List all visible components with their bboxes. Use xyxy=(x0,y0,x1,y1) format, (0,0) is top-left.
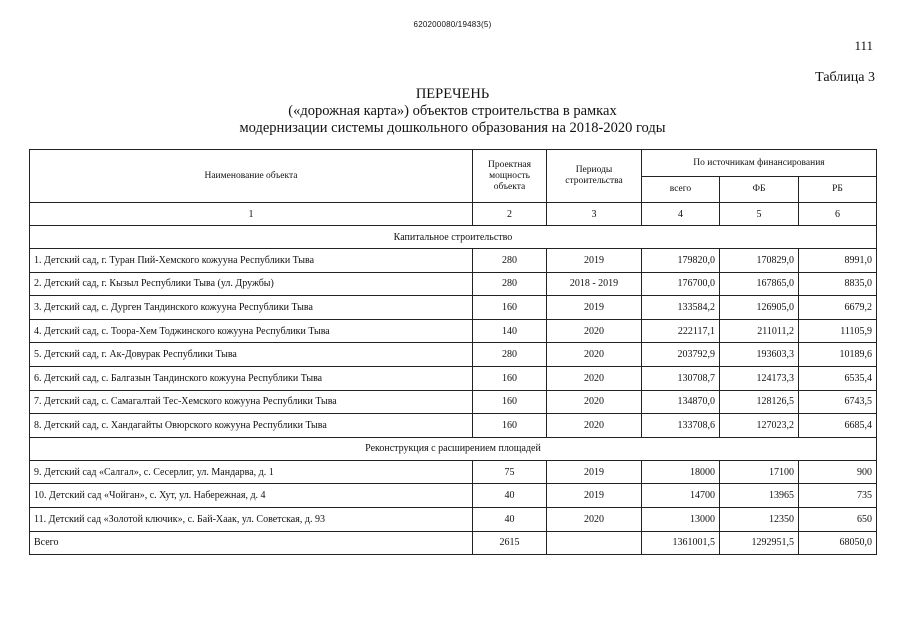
period-cell: 2019 xyxy=(547,484,642,508)
object-name-cell: 2. Детский сад, г. Кызыл Республики Тыва (ул. Дружбы) xyxy=(30,272,473,296)
page-number: 111 xyxy=(854,38,873,53)
fb-cell: 124173,3 xyxy=(720,366,799,390)
header-fb: ФБ xyxy=(720,177,799,203)
period-cell: 2020 xyxy=(547,366,642,390)
capacity-cell: 2615 xyxy=(473,531,547,555)
section-row xyxy=(30,226,877,249)
period-cell xyxy=(547,531,642,555)
col-number: 6 xyxy=(799,203,877,226)
header-capacity: Проектная мощность объекта xyxy=(473,150,547,203)
object-name-cell: 7. Детский сад, с. Самагалтай Тес-Хемского кожууна Республики Тыва xyxy=(30,390,473,414)
period-cell: 2018 - 2019 xyxy=(547,272,642,296)
rb-cell: 650 xyxy=(799,507,877,531)
header-rb: РБ xyxy=(799,177,877,203)
object-name-cell: 5. Детский сад, г. Ак-Довурак Республики Тыва xyxy=(30,343,473,367)
section-title: Реконструкция с расширением площадей xyxy=(30,437,877,460)
fb-cell: 13965 xyxy=(720,484,799,508)
total-cell: 130708,7 xyxy=(642,366,720,390)
object-name-cell: Всего xyxy=(30,531,473,555)
rb-cell: 6685,4 xyxy=(799,414,877,438)
table-row xyxy=(30,390,877,414)
table-row xyxy=(30,366,877,390)
title-line-2: («дорожная карта») объектов строительства в рамках xyxy=(288,103,617,119)
capacity-cell: 280 xyxy=(473,343,547,367)
total-row xyxy=(30,531,877,555)
capacity-cell: 160 xyxy=(473,414,547,438)
object-name-cell: 3. Детский сад, с. Дурген Тандинского кожууна Республики Тыва xyxy=(30,296,473,320)
rb-cell: 8835,0 xyxy=(799,272,877,296)
capacity-cell: 140 xyxy=(473,319,547,343)
rb-cell: 735 xyxy=(799,484,877,508)
total-cell: 1361001,5 xyxy=(642,531,720,555)
table-label: Таблица 3 xyxy=(815,70,875,85)
total-cell: 13000 xyxy=(642,507,720,531)
period-cell: 2019 xyxy=(547,460,642,484)
table-row xyxy=(30,319,877,343)
object-name-cell: 1. Детский сад, г. Туран Пий-Хемского кожууна Республики Тыва xyxy=(30,249,473,273)
table-row xyxy=(30,296,877,320)
capacity-cell: 160 xyxy=(473,390,547,414)
total-cell: 179820,0 xyxy=(642,249,720,273)
fb-cell: 127023,2 xyxy=(720,414,799,438)
object-name-cell: 10. Детский сад «Чойган», с. Хут, ул. Набережная, д. 4 xyxy=(30,484,473,508)
table-row xyxy=(30,272,877,296)
capacity-cell: 280 xyxy=(473,249,547,273)
fb-cell: 1292951,5 xyxy=(720,531,799,555)
period-cell: 2020 xyxy=(547,319,642,343)
document-id: 620200080/19483(5) xyxy=(413,20,492,29)
capacity-cell: 160 xyxy=(473,296,547,320)
table-row xyxy=(30,249,877,273)
col-number: 5 xyxy=(720,203,799,226)
total-cell: 203792,9 xyxy=(642,343,720,367)
total-cell: 133584,2 xyxy=(642,296,720,320)
table-row xyxy=(30,343,877,367)
total-cell: 14700 xyxy=(642,484,720,508)
capacity-cell: 280 xyxy=(473,272,547,296)
rb-cell: 10189,6 xyxy=(799,343,877,367)
rb-cell: 6743,5 xyxy=(799,390,877,414)
header-periods: Периоды строительства xyxy=(547,150,642,203)
period-cell: 2019 xyxy=(547,296,642,320)
col-number: 1 xyxy=(30,203,473,226)
rb-cell: 6679,2 xyxy=(799,296,877,320)
rb-cell: 68050,0 xyxy=(799,531,877,555)
capacity-cell: 75 xyxy=(473,460,547,484)
fb-cell: 193603,3 xyxy=(720,343,799,367)
object-name-cell: 4. Детский сад, с. Тоора-Хем Тоджинского кожууна Республики Тыва xyxy=(30,319,473,343)
object-name-cell: 8. Детский сад, с. Хандагайты Овюрского кожууна Республики Тыва xyxy=(30,414,473,438)
period-cell: 2020 xyxy=(547,414,642,438)
object-name-cell: 9. Детский сад «Салгал», с. Сесерлиг, ул. Мандарва, д. 1 xyxy=(30,460,473,484)
fb-cell: 211011,2 xyxy=(720,319,799,343)
table-row xyxy=(30,414,877,438)
period-cell: 2020 xyxy=(547,390,642,414)
roadmap-table xyxy=(29,149,877,555)
section-title: Капитальное строительство xyxy=(30,226,877,249)
section-row xyxy=(30,437,877,460)
total-cell: 134870,0 xyxy=(642,390,720,414)
header-total: всего xyxy=(642,177,720,203)
capacity-cell: 40 xyxy=(473,484,547,508)
period-cell: 2020 xyxy=(547,343,642,367)
col-number: 4 xyxy=(642,203,720,226)
fb-cell: 126905,0 xyxy=(720,296,799,320)
title-line-1: ПЕРЕЧЕНЬ xyxy=(415,86,490,102)
title-line-3: модернизации системы дошкольного образования на 2018-2020 годы xyxy=(239,120,666,136)
total-cell: 176700,0 xyxy=(642,272,720,296)
rb-cell: 8991,0 xyxy=(799,249,877,273)
table-row xyxy=(30,507,877,531)
fb-cell: 167865,0 xyxy=(720,272,799,296)
table-row xyxy=(30,484,877,508)
fb-cell: 17100 xyxy=(720,460,799,484)
total-cell: 133708,6 xyxy=(642,414,720,438)
fb-cell: 128126,5 xyxy=(720,390,799,414)
period-cell: 2019 xyxy=(547,249,642,273)
fb-cell: 170829,0 xyxy=(720,249,799,273)
rb-cell: 11105,9 xyxy=(799,319,877,343)
col-number: 3 xyxy=(547,203,642,226)
period-cell: 2020 xyxy=(547,507,642,531)
header-object-name: Наименование объекта xyxy=(30,150,473,203)
col-number: 2 xyxy=(473,203,547,226)
fb-cell: 12350 xyxy=(720,507,799,531)
capacity-cell: 40 xyxy=(473,507,547,531)
table-row xyxy=(30,460,877,484)
total-cell: 18000 xyxy=(642,460,720,484)
total-cell: 222117,1 xyxy=(642,319,720,343)
capacity-cell: 160 xyxy=(473,366,547,390)
object-name-cell: 11. Детский сад «Золотой ключик», с. Бай-Хаак, ул. Советская, д. 93 xyxy=(30,507,473,531)
rb-cell: 6535,4 xyxy=(799,366,877,390)
header-funding: По источникам финансирования xyxy=(642,150,877,177)
object-name-cell: 6. Детский сад, с. Балгазын Тандинского кожууна Республики Тыва xyxy=(30,366,473,390)
rb-cell: 900 xyxy=(799,460,877,484)
document-title xyxy=(0,86,905,137)
